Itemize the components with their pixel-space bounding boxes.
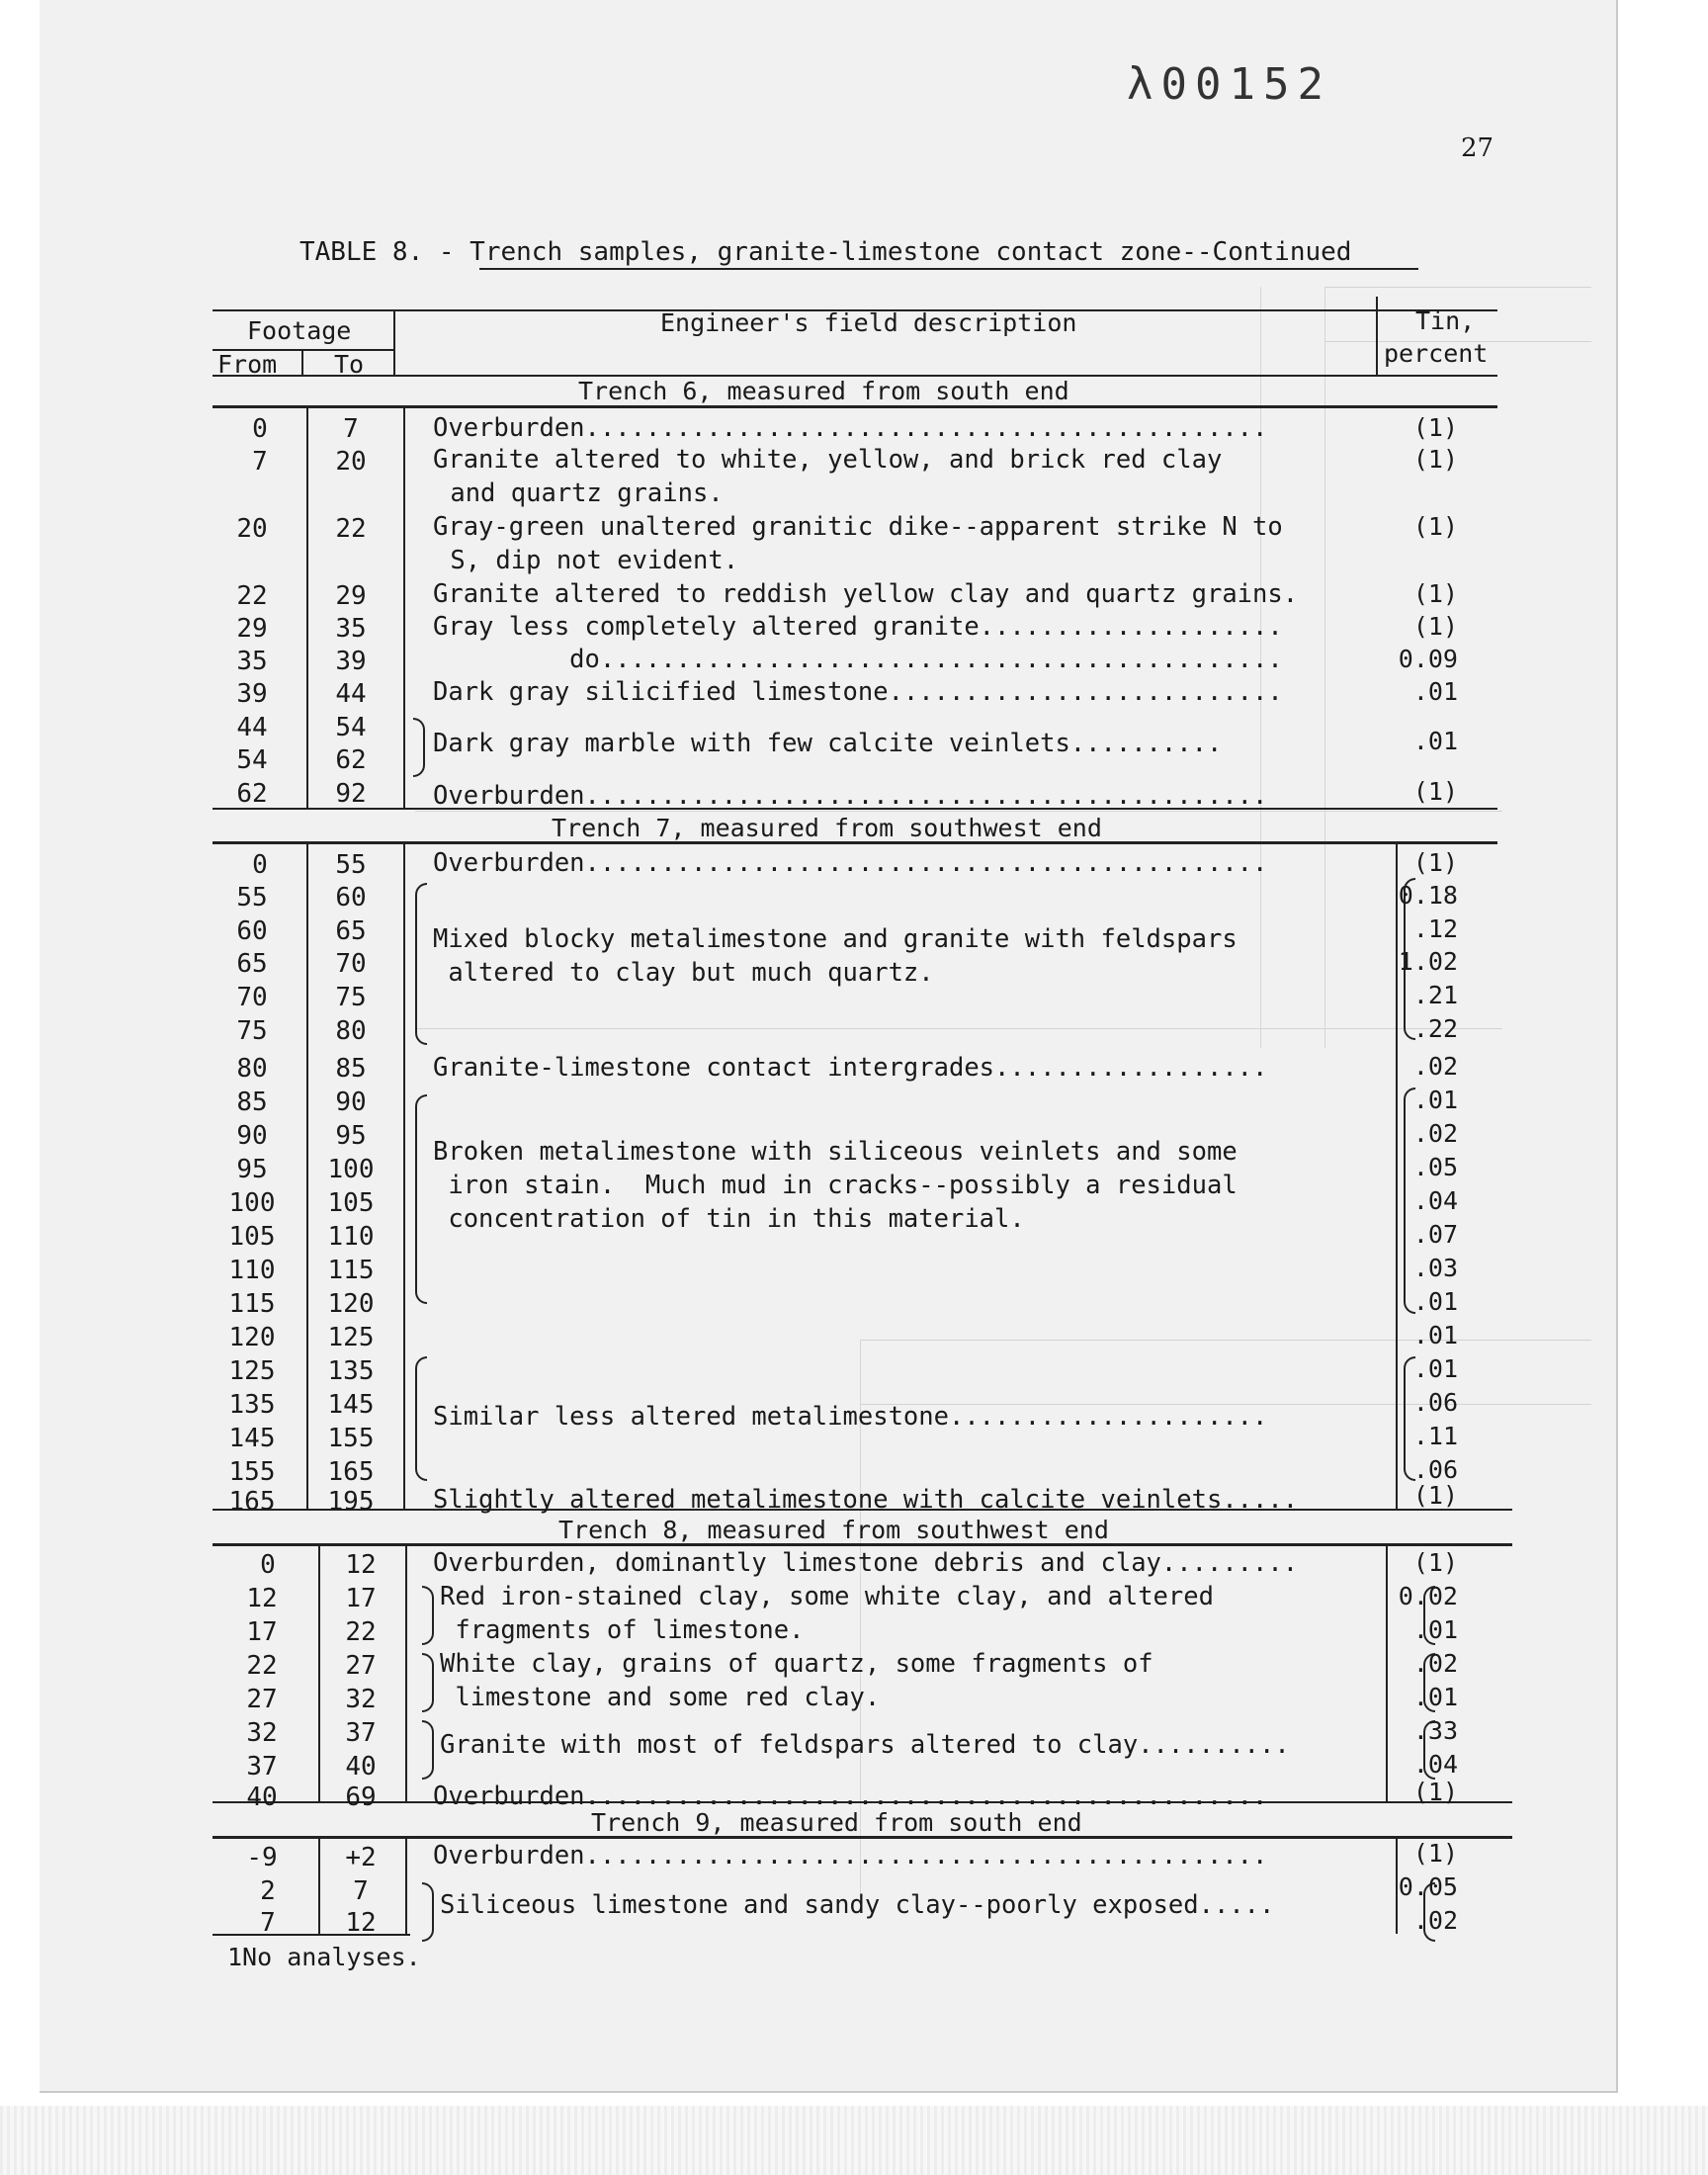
to-header: To xyxy=(334,350,365,379)
description-line: altered to clay but much quartz. xyxy=(433,958,934,988)
row-to: 100 xyxy=(327,1155,375,1184)
description-line: Red iron-stained clay, some white clay, and altered xyxy=(440,1582,1214,1611)
table-title: TABLE 8. - Trench samples, granite-limestone contact zone--Continued xyxy=(299,237,1352,267)
row-from: 85 xyxy=(236,1088,268,1117)
row-from: 44 xyxy=(236,713,268,742)
row-from: -9 xyxy=(246,1843,278,1872)
row-from: 60 xyxy=(236,916,268,946)
description-line: Dark gray marble with few calcite veinlets.......... xyxy=(433,729,1223,758)
row-to: 7 xyxy=(343,414,359,444)
row-from: 155 xyxy=(228,1457,276,1487)
row-to: 27 xyxy=(345,1651,377,1681)
description-line: Siliceous limestone and sandy clay--poorly exposed..... xyxy=(440,1890,1275,1920)
page-number: 27 xyxy=(1461,133,1494,163)
row-to: 29 xyxy=(335,581,367,611)
tin-value: (1) xyxy=(1412,1839,1458,1868)
tin-value: 0.18 xyxy=(1398,881,1458,910)
tin-value: 0.05 xyxy=(1398,1872,1458,1901)
row-from: 0 xyxy=(252,850,268,880)
row-to: 165 xyxy=(327,1457,375,1487)
row-to: 195 xyxy=(327,1487,375,1517)
tin-value: (1) xyxy=(1412,1481,1458,1510)
row-to: 92 xyxy=(335,779,367,809)
row-to: 35 xyxy=(335,614,367,644)
row-from: 165 xyxy=(228,1487,276,1517)
description-line: Granite-limestone contact intergrades.................. xyxy=(433,1053,1268,1083)
tin-value: 0.02 xyxy=(1398,1582,1458,1610)
description-line: Overburden............................................. xyxy=(433,781,1268,811)
tin-value: .01 xyxy=(1412,727,1458,755)
tin-value: .01 xyxy=(1412,1321,1458,1349)
tin-value: .02 xyxy=(1412,1649,1458,1678)
row-to: 95 xyxy=(335,1121,367,1151)
row-from: 22 xyxy=(236,581,268,611)
row-to: 55 xyxy=(335,850,367,880)
description-line: White clay, grains of quartz, some fragments of xyxy=(440,1649,1153,1679)
row-to: 70 xyxy=(335,949,367,979)
row-to: 105 xyxy=(327,1188,375,1218)
row-from: 75 xyxy=(236,1016,268,1046)
row-from: 115 xyxy=(228,1289,276,1319)
row-from: 7 xyxy=(252,447,268,477)
tin-value: .21 xyxy=(1412,981,1458,1009)
row-to: 145 xyxy=(327,1390,375,1420)
row-to: 39 xyxy=(335,647,367,676)
row-to: 54 xyxy=(335,713,367,742)
row-from: 12 xyxy=(246,1584,278,1613)
tin-value: .22 xyxy=(1412,1014,1458,1043)
row-from: 70 xyxy=(236,983,268,1012)
description-line: Granite altered to reddish yellow clay and quartz grains. xyxy=(433,579,1299,609)
footage-header: Footage xyxy=(247,316,352,345)
row-from: 32 xyxy=(246,1718,278,1748)
tin-value: .03 xyxy=(1412,1254,1458,1282)
description-line: Similar less altered metalimestone..................... xyxy=(433,1402,1268,1432)
scanner-edge-strip xyxy=(0,2106,1708,2175)
row-to: 22 xyxy=(335,514,367,544)
row-from: 17 xyxy=(246,1617,278,1647)
tin-value: (1) xyxy=(1412,413,1458,442)
row-to: 7 xyxy=(353,1876,369,1906)
description-line: Granite altered to white, yellow, and brick red clay xyxy=(433,445,1223,475)
row-to: 12 xyxy=(345,1908,377,1938)
row-from: 7 xyxy=(260,1908,276,1938)
row-from: 90 xyxy=(236,1121,268,1151)
row-from: 110 xyxy=(228,1256,276,1285)
row-from: 39 xyxy=(236,679,268,709)
row-to: 115 xyxy=(327,1256,375,1285)
row-from: 100 xyxy=(228,1188,276,1218)
row-to: 44 xyxy=(335,679,367,709)
description-line: Overburden............................................. xyxy=(433,848,1268,878)
row-to: 85 xyxy=(335,1054,367,1084)
row-from: 55 xyxy=(236,883,268,913)
description-line: Overburden, dominantly limestone debris and clay......... xyxy=(433,1548,1299,1578)
row-to: 135 xyxy=(327,1356,375,1386)
row-to: 17 xyxy=(345,1584,377,1613)
row-to: 40 xyxy=(345,1752,377,1782)
row-to: 12 xyxy=(345,1550,377,1580)
row-from: 65 xyxy=(236,949,268,979)
row-from: 125 xyxy=(228,1356,276,1386)
row-to: 60 xyxy=(335,883,367,913)
description-header: Engineer's field description xyxy=(660,308,1077,337)
row-from: 22 xyxy=(246,1651,278,1681)
description-line: fragments of limestone. xyxy=(440,1615,805,1645)
row-from: 0 xyxy=(252,414,268,444)
tin-value: .05 xyxy=(1412,1153,1458,1181)
row-from: 2 xyxy=(260,1876,276,1906)
description-line: do............................................. xyxy=(433,645,1283,674)
row-from: 40 xyxy=(246,1783,278,1812)
tin-value: (1) xyxy=(1412,612,1458,641)
description-line: Overburden............................................. xyxy=(433,413,1268,443)
row-to: 80 xyxy=(335,1016,367,1046)
row-from: 95 xyxy=(236,1155,268,1184)
tin-value: .01 xyxy=(1412,1086,1458,1114)
tin-value: .06 xyxy=(1412,1388,1458,1417)
row-to: 155 xyxy=(327,1424,375,1453)
tin-header-unit: percent xyxy=(1384,339,1489,368)
tin-value: (1) xyxy=(1412,1548,1458,1577)
tin-value: .04 xyxy=(1412,1750,1458,1779)
tin-value: .12 xyxy=(1412,914,1458,943)
tin-value: .02 xyxy=(1412,1119,1458,1148)
tin-value: .06 xyxy=(1412,1455,1458,1484)
row-to: 90 xyxy=(335,1088,367,1117)
description-line: and quartz grains. xyxy=(435,478,724,508)
tin-value: .33 xyxy=(1412,1716,1458,1745)
footnote: 1No analyses. xyxy=(227,1943,421,1971)
description-line: Gray-green unaltered granitic dike--apparent strike N to xyxy=(433,512,1283,542)
row-to: +2 xyxy=(345,1843,377,1872)
trench-7-title: Trench 7, measured from southwest end xyxy=(552,814,1102,842)
tin-value: .02 xyxy=(1412,1052,1458,1081)
trench-6-title: Trench 6, measured from south end xyxy=(578,377,1069,405)
tin-value: (1) xyxy=(1412,777,1458,806)
row-from: 62 xyxy=(236,779,268,809)
row-from: 20 xyxy=(236,514,268,544)
description-line: Broken metalimestone with siliceous veinlets and some xyxy=(433,1137,1238,1167)
row-to: 75 xyxy=(335,983,367,1012)
tin-value: 0.09 xyxy=(1398,645,1458,673)
row-from: 29 xyxy=(236,614,268,644)
description-line: Mixed blocky metalimestone and granite with feldspars xyxy=(433,924,1238,954)
document-number: λ00152 xyxy=(1127,59,1331,110)
row-to: 110 xyxy=(327,1222,375,1252)
description-line: limestone and some red clay. xyxy=(440,1683,881,1712)
row-to: 125 xyxy=(327,1323,375,1352)
tin-value: .11 xyxy=(1412,1422,1458,1450)
from-header: From xyxy=(217,350,278,379)
tin-header: Tin, xyxy=(1415,306,1476,335)
row-from: 80 xyxy=(236,1054,268,1084)
description-line: Overburden............................................. xyxy=(433,1782,1268,1811)
row-from: 37 xyxy=(246,1752,278,1782)
row-to: 32 xyxy=(345,1685,377,1714)
row-to: 69 xyxy=(345,1783,377,1812)
row-from: 27 xyxy=(246,1685,278,1714)
description-line: iron stain. Much mud in cracks--possibly a residual xyxy=(433,1171,1238,1200)
tin-value: (1) xyxy=(1412,579,1458,608)
description-line: Overburden............................................. xyxy=(433,1841,1268,1870)
row-from: 105 xyxy=(228,1222,276,1252)
description-line: Dark gray silicified limestone.......................... xyxy=(433,677,1283,707)
row-to: 37 xyxy=(345,1718,377,1748)
row-from: 120 xyxy=(228,1323,276,1352)
tin-value: .01 xyxy=(1412,677,1458,706)
description-line: Granite with most of feldspars altered to clay.......... xyxy=(440,1730,1290,1760)
row-from: 145 xyxy=(228,1424,276,1453)
description-line: Gray less completely altered granite.................... xyxy=(433,612,1283,642)
tin-value: .01 xyxy=(1412,1354,1458,1383)
row-to: 20 xyxy=(335,447,367,477)
trench-8-title: Trench 8, measured from southwest end xyxy=(558,1516,1109,1544)
tin-value: .04 xyxy=(1412,1186,1458,1215)
tin-value: .01 xyxy=(1412,1287,1458,1316)
row-from: 35 xyxy=(236,647,268,676)
row-to: 65 xyxy=(335,916,367,946)
tin-value: (1) xyxy=(1412,445,1458,474)
row-from: 135 xyxy=(228,1390,276,1420)
row-from: 54 xyxy=(236,745,268,775)
tin-value: .02 xyxy=(1412,1906,1458,1935)
description-line: Slightly altered metalimestone with calcite veinlets..... xyxy=(433,1485,1299,1515)
description-line: concentration of tin in this material. xyxy=(433,1204,1025,1234)
tin-value: .01 xyxy=(1412,1683,1458,1711)
tin-value: (1) xyxy=(1412,512,1458,541)
row-to: 120 xyxy=(327,1289,375,1319)
title-underline xyxy=(479,268,1418,270)
row-from: 0 xyxy=(260,1550,276,1580)
trench-9-title: Trench 9, measured from south end xyxy=(591,1808,1082,1837)
row-to: 62 xyxy=(335,745,367,775)
tin-value: 1.02 xyxy=(1398,947,1458,976)
tin-value: .01 xyxy=(1412,1615,1458,1644)
tin-value: (1) xyxy=(1412,1778,1458,1806)
description-line: S, dip not evident. xyxy=(435,546,739,575)
row-to: 22 xyxy=(345,1617,377,1647)
tin-value: .07 xyxy=(1412,1220,1458,1249)
tin-value: (1) xyxy=(1412,848,1458,877)
